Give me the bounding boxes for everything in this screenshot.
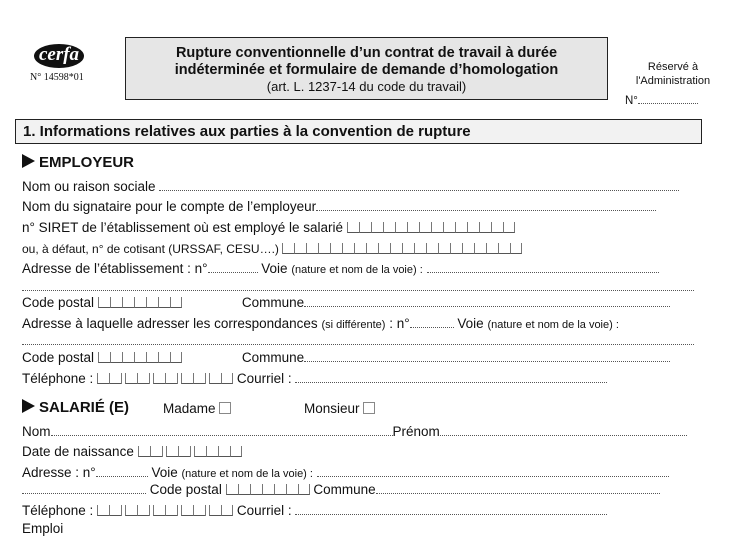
salarie-adresse-field[interactable] [22, 465, 669, 482]
employeur-nom-field[interactable] [22, 179, 679, 195]
courriel-label: Courriel : [236, 371, 292, 386]
birthdate-comb[interactable] [138, 445, 242, 457]
commune-label: Commune [313, 482, 376, 497]
cotisant-comb[interactable] [282, 242, 522, 254]
triangle-bullet-icon [22, 399, 35, 413]
salarie-naissance-field[interactable] [22, 444, 242, 460]
voie-hint: (nature et nom de la voie) : [291, 264, 423, 276]
commune-label: Commune [241, 350, 305, 365]
label: Nom du signataire pour le compte de l’employeur [22, 199, 317, 214]
voie-label: Voie [457, 316, 484, 331]
admin-number-label: N° [625, 95, 638, 107]
prenom-label: Prénom [392, 424, 440, 439]
hint: (si différente) [321, 319, 386, 331]
madame-checkbox-row[interactable] [163, 401, 231, 416]
form-subtitle: (art. L. 1237-14 du code du travail) [266, 79, 467, 94]
label: Téléphone : [22, 371, 94, 386]
form-title-box [125, 37, 608, 100]
form-title-line1: Rupture conventionnelle d’un contrat de travail à durée [175, 45, 558, 61]
cp-comb[interactable] [226, 483, 310, 495]
employeur-signataire-field[interactable] [22, 199, 656, 215]
triangle-bullet-icon [22, 154, 35, 168]
employeur-cp-field[interactable] [22, 295, 670, 311]
madame-checkbox[interactable] [219, 402, 231, 414]
voie-label: Voie [151, 465, 178, 480]
voie-label: Voie [261, 261, 288, 276]
label: Emploi [22, 521, 64, 536]
employeur-adresse-field[interactable] [22, 261, 659, 278]
label: Adresse à laquelle adresser les correspondances [22, 316, 318, 331]
cerfa-logo: cerfa [34, 44, 84, 68]
admin-line2: l'Administration [635, 75, 711, 87]
voie-hint: (nature et nom de la voie) : [487, 319, 619, 331]
label: Code postal [22, 295, 95, 310]
phone-comb[interactable] [97, 372, 233, 384]
employeur-corresp-line2[interactable] [22, 333, 694, 349]
monsieur-checkbox-row[interactable] [304, 401, 375, 416]
label: Nom ou raison sociale [22, 179, 156, 194]
label: ou, à défaut, n° de cotisant (URSSAF, CESU….) [22, 242, 279, 256]
courriel-label: Courriel : [236, 503, 292, 518]
cerfa-number: N° 14598*01 [30, 72, 84, 83]
employeur-corresp-field[interactable] [22, 316, 619, 333]
form-title-line2: indéterminée et formulaire de demande d’homologation [174, 62, 559, 78]
cp-comb[interactable] [98, 351, 182, 363]
employeur-telephone-field[interactable] [22, 371, 607, 387]
admin-reserved [618, 60, 728, 88]
no-label: : n° [389, 316, 410, 331]
label: Code postal [22, 350, 95, 365]
siret-comb[interactable] [347, 221, 515, 233]
salarie-nom-field[interactable] [22, 424, 687, 440]
salarie-heading-text: SALARIÉ (E) [39, 399, 129, 416]
salarie-heading [22, 399, 129, 416]
monsieur-label: Monsieur [304, 401, 360, 416]
label: Code postal [149, 482, 222, 497]
label: n° SIRET de l’établissement où est employé le salarié [22, 220, 344, 235]
cp-comb[interactable] [98, 296, 182, 308]
madame-label: Madame [163, 401, 216, 416]
phone-comb[interactable] [97, 504, 233, 516]
monsieur-checkbox[interactable] [363, 402, 375, 414]
label: Adresse : n° [22, 465, 96, 480]
employeur-siret-field[interactable] [22, 220, 515, 236]
voie-hint: (nature et nom de la voie) : [181, 468, 313, 480]
employeur-heading [22, 154, 134, 171]
nom-label: Nom [22, 424, 51, 439]
employeur-cotisant-field[interactable] [22, 241, 522, 257]
employeur-heading-text: EMPLOYEUR [39, 154, 135, 171]
commune-label: Commune [241, 295, 305, 310]
label: Date de naissance [22, 444, 134, 459]
admin-line1: Réservé à [647, 61, 699, 73]
label: Adresse de l’établissement : n° [22, 261, 208, 276]
label: Téléphone : [22, 503, 94, 518]
salarie-telephone-field[interactable] [22, 503, 607, 519]
salarie-cp-field[interactable] [22, 482, 660, 498]
section-title: 1. Informations relatives aux parties à la convention de rupture [15, 119, 702, 144]
admin-number-field[interactable] [625, 92, 698, 107]
employeur-adresse-line2[interactable] [22, 279, 694, 295]
employeur-corresp-cp-field[interactable] [22, 350, 670, 366]
salarie-emploi-field[interactable] [22, 521, 63, 537]
